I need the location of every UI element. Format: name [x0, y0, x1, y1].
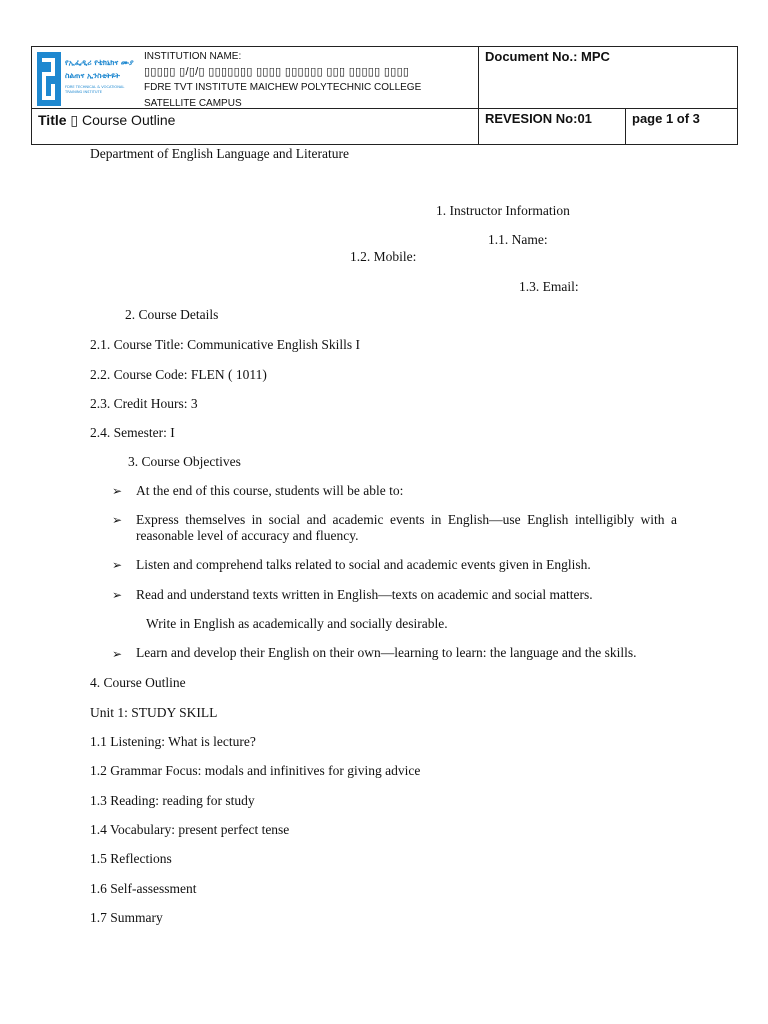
title-glyph: ▯: [70, 112, 79, 128]
institution-name-amharic: ▯▯▯▯▯ ▯/▯/▯ ▯▯▯▯▯▯▯ ▯▯▯▯ ▯▯▯▯▯▯ ▯▯▯ ▯▯▯▯▯ ▯▯▯▯: [144, 65, 410, 78]
section-heading: 1. Instructor Information: [436, 203, 570, 218]
objective-text: At the end of this course, students will be able to:: [136, 483, 404, 498]
objective-text: Express themselves in social and academic events in English—use English intelligibly with a reasonable level of accuracy and fluency.: [136, 512, 677, 543]
outline-item: 1.1 Listening: What is lecture?: [90, 734, 256, 749]
bullet-arrow-icon: ➢: [112, 484, 123, 498]
campus-name: SATELLITE CAMPUS: [144, 97, 242, 109]
logo-text: የኢፌዲሪ የቴክኒክና ሙያ: [65, 58, 134, 67]
bullet-arrow-icon: ➢: [112, 558, 123, 572]
outline-item: 1.6 Self-assessment: [90, 881, 197, 896]
instructor-name: 1.1. Name:: [488, 232, 548, 247]
objective-text: Listen and comprehend talks related to social and academic events given in English.: [136, 557, 591, 572]
outline-item: 1.4 Vocabulary: present perfect tense: [90, 822, 290, 837]
unit-heading: Unit 1: STUDY SKILL: [90, 705, 218, 720]
instructor-email: 1.3. Email:: [519, 279, 579, 294]
outline-item: 1.3 Reading: reading for study: [90, 793, 255, 808]
institute-logo: [36, 51, 140, 107]
institution-name-english: FDRE TVT INSTITUTE MAICHEW POLYTECHNIC COLLEGE: [144, 82, 422, 93]
section-heading: 2. Course Details: [125, 307, 219, 322]
bullet-arrow-icon: ➢: [112, 647, 123, 661]
institution-label: INSTITUTION NAME:: [144, 51, 242, 62]
bullet-arrow-icon: ➢: [112, 513, 123, 527]
logo-text: ስልጠና ኢንስቲትዩት: [65, 71, 120, 80]
credit-hours: 2.3. Credit Hours: 3: [90, 396, 198, 411]
logo-text: FDRE TECHNICAL & VOCATIONAL: [65, 85, 125, 89]
outline-item: 1.2 Grammar Focus: modals and infinitives for giving advice: [90, 763, 421, 778]
objective-text: Learn and develop their English on their own—learning to learn: the language and the skills.: [136, 645, 637, 660]
header-divider: [625, 109, 626, 144]
instructor-mobile: 1.2. Mobile:: [350, 249, 417, 264]
institution-block: [144, 49, 421, 111]
revision-number: REVESION No:01: [485, 111, 592, 126]
title-label: Title: [38, 112, 67, 128]
outline-item: 1.5 Reflections: [90, 851, 172, 866]
course-code: 2.2. Course Code: FLEN ( 1011): [90, 367, 267, 382]
document-header-table: [31, 46, 738, 145]
outline-item: 1.7 Summary: [90, 910, 163, 925]
logo-text: TRAINING INSTITUTE: [65, 90, 103, 94]
section-heading: 4. Course Outline: [90, 675, 186, 690]
course-title: 2.1. Course Title: Communicative English Skills I: [90, 337, 361, 352]
document-number: Document No.: MPC: [485, 49, 610, 64]
document-title: [38, 112, 175, 129]
semester: 2.4. Semester: I: [90, 425, 175, 440]
title-value: Course Outline: [82, 112, 176, 128]
section-heading: 3. Course Objectives: [128, 454, 241, 469]
page-indicator: page 1 of 3: [632, 111, 700, 126]
header-divider: [478, 47, 479, 144]
department-heading: Department of English Language and Literature: [90, 146, 350, 161]
bullet-arrow-icon: ➢: [112, 588, 123, 602]
objective-text: Write in English as academically and socially desirable.: [146, 616, 448, 631]
objective-text: Read and understand texts written in English—texts on academic and social matters.: [136, 587, 593, 602]
